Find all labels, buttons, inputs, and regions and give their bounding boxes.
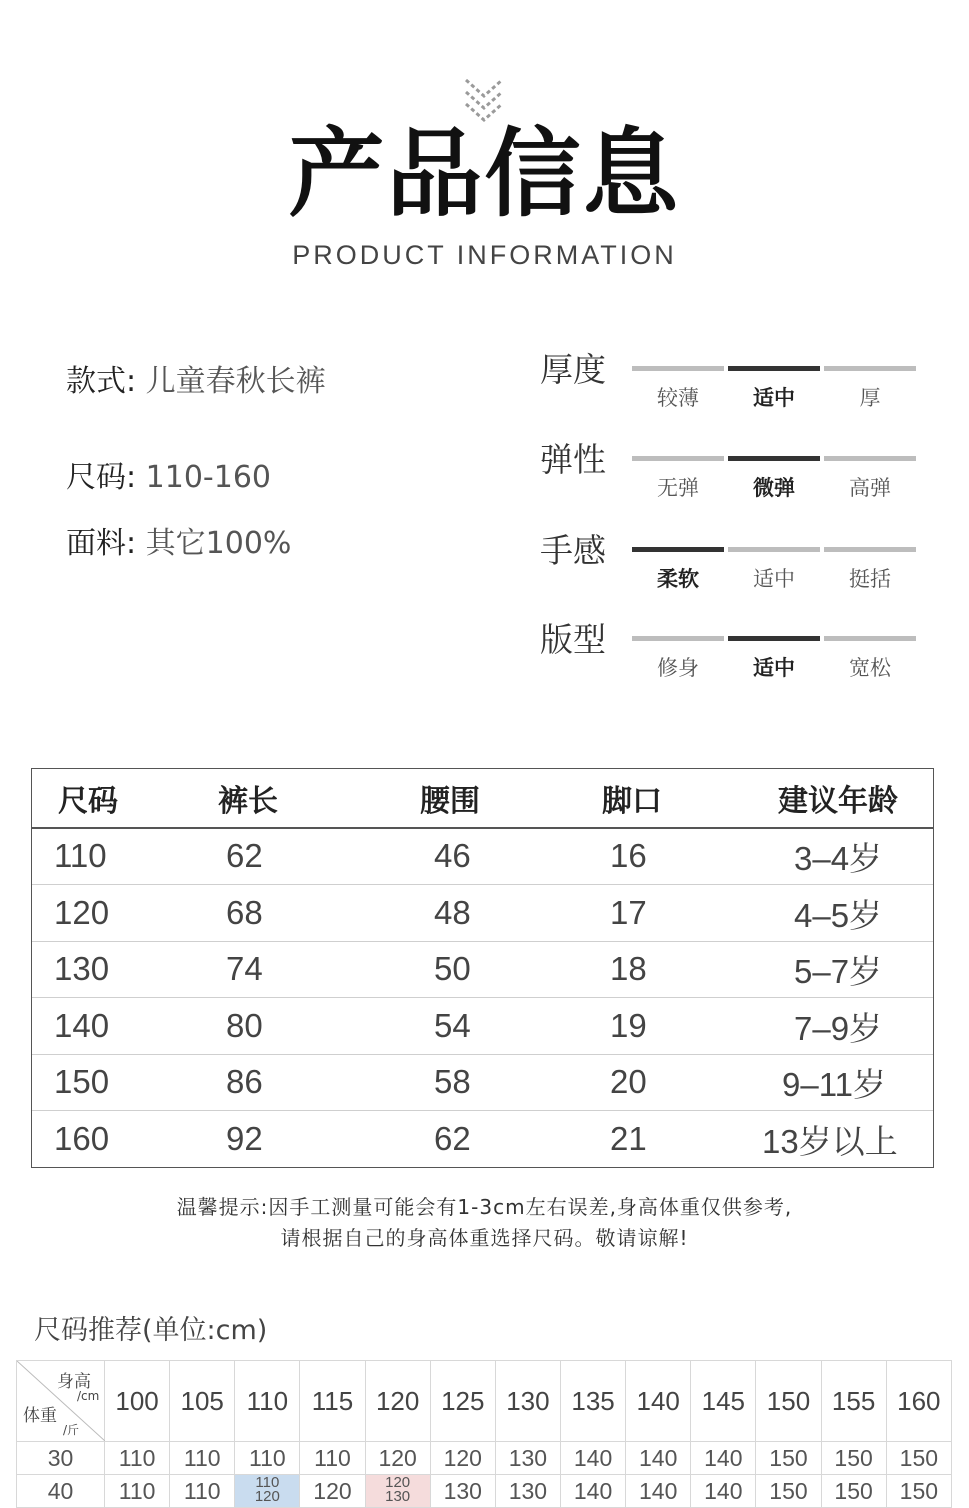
corner-cell bbox=[17, 1361, 105, 1442]
recommend-title: 尺码推荐(单位:cm) bbox=[34, 1315, 268, 1346]
spec-size-label: 尺码: bbox=[66, 460, 137, 495]
height-cell: 115 bbox=[300, 1361, 365, 1442]
size-cell: 110 bbox=[105, 1442, 170, 1475]
size-cell: 130 bbox=[430, 1475, 495, 1508]
size-cell: 140 bbox=[560, 1442, 625, 1475]
height-cell: 120 bbox=[365, 1361, 430, 1442]
table-cell: 86 bbox=[226, 1063, 263, 1100]
size-cell: 140 bbox=[626, 1442, 691, 1475]
spec-fabric bbox=[66, 518, 291, 562]
size-cell: 110 bbox=[235, 1442, 300, 1475]
height-unit: /cm bbox=[77, 1389, 100, 1403]
attr-option: 无弹 bbox=[657, 476, 699, 500]
table-row bbox=[32, 941, 933, 998]
table-cell: 16 bbox=[610, 837, 647, 874]
recommend-row bbox=[17, 1442, 952, 1475]
height-cell: 125 bbox=[430, 1361, 495, 1442]
size-cell: 110 bbox=[170, 1475, 235, 1508]
table-cell: 62 bbox=[434, 1120, 471, 1157]
scale-bar-selected bbox=[728, 456, 820, 461]
attr-option: 宽松 bbox=[849, 656, 891, 680]
spec-fabric-label: 面料: bbox=[66, 526, 137, 561]
table-cell: 7–9岁 bbox=[794, 1009, 883, 1047]
attr-name: 手感 bbox=[540, 531, 606, 570]
height-cell: 150 bbox=[756, 1361, 821, 1442]
page-title: 产品信息 bbox=[288, 118, 681, 230]
spec-size bbox=[66, 452, 271, 496]
spec-fabric-value: 其它100% bbox=[145, 526, 292, 561]
notice-line-1: 温馨提示:因手工测量可能会有1-3cm左右误差,身高体重仅供参考, bbox=[176, 1195, 793, 1219]
height-cell: 110 bbox=[235, 1361, 300, 1442]
size-cell: 120 bbox=[430, 1442, 495, 1475]
scale-bar bbox=[824, 547, 916, 552]
spec-size-value: 110-160 bbox=[145, 460, 272, 495]
header-cell: 尺码 bbox=[58, 784, 118, 819]
size-table bbox=[31, 768, 934, 1168]
weight-label: 体重 bbox=[23, 1406, 57, 1426]
split-sizes: 110 120 bbox=[254, 1473, 280, 1505]
size-cell-split bbox=[365, 1475, 430, 1508]
table-row bbox=[32, 1054, 933, 1111]
size-cell: 140 bbox=[626, 1475, 691, 1508]
recommend-row bbox=[17, 1475, 952, 1508]
attr-option: 挺括 bbox=[849, 567, 891, 591]
height-label: 身高 bbox=[57, 1372, 91, 1392]
scale-bar bbox=[824, 456, 916, 461]
height-cell: 145 bbox=[691, 1361, 756, 1442]
size-cell: 150 bbox=[821, 1475, 886, 1508]
size-cell: 130 bbox=[495, 1442, 560, 1475]
attr-option: 适中 bbox=[753, 567, 795, 591]
table-cell: 19 bbox=[610, 1007, 647, 1044]
table-cell: 50 bbox=[434, 950, 471, 987]
size-cell: 150 bbox=[886, 1442, 951, 1475]
page-subtitle: PRODUCT INFORMATION bbox=[292, 240, 677, 270]
table-row bbox=[32, 1111, 933, 1167]
weight-unit: /斤 bbox=[63, 1423, 80, 1437]
table-cell: 48 bbox=[434, 894, 471, 931]
attr-option: 厚 bbox=[859, 386, 881, 410]
header-cell: 裤长 bbox=[218, 784, 278, 819]
table-cell: 4–5岁 bbox=[794, 896, 883, 934]
table-cell: 18 bbox=[610, 950, 647, 987]
table-cell: 21 bbox=[610, 1120, 647, 1157]
attr-name: 版型 bbox=[540, 620, 606, 659]
size-cell: 150 bbox=[886, 1475, 951, 1508]
recommend-header-row bbox=[17, 1361, 952, 1442]
table-cell: 46 bbox=[434, 837, 471, 874]
attr-thickness bbox=[540, 344, 920, 414]
table-cell: 5–7岁 bbox=[794, 952, 883, 990]
scale-bar bbox=[632, 366, 724, 371]
size-cell: 110 bbox=[170, 1442, 235, 1475]
attr-fit bbox=[540, 614, 920, 684]
size-cell: 150 bbox=[821, 1442, 886, 1475]
attr-option-selected: 微弹 bbox=[753, 476, 795, 500]
height-cell: 140 bbox=[626, 1361, 691, 1442]
spec-style bbox=[66, 356, 326, 400]
height-cell: 160 bbox=[886, 1361, 951, 1442]
size-cell: 150 bbox=[756, 1475, 821, 1508]
table-cell: 58 bbox=[434, 1063, 471, 1100]
table-cell: 13岁以上 bbox=[762, 1122, 898, 1160]
table-row bbox=[32, 828, 933, 885]
header-cell: 腰围 bbox=[420, 784, 480, 819]
scale-bar bbox=[824, 636, 916, 641]
height-cell: 155 bbox=[821, 1361, 886, 1442]
notice-line-2: 请根据自己的身高体重选择尺码。敬请谅解! bbox=[280, 1226, 689, 1250]
size-cell: 140 bbox=[691, 1442, 756, 1475]
size-cell: 110 bbox=[300, 1442, 365, 1475]
scale-bar bbox=[632, 456, 724, 461]
table-cell: 9–11岁 bbox=[782, 1065, 886, 1103]
table-cell: 150 bbox=[54, 1063, 110, 1100]
size-cell: 140 bbox=[560, 1475, 625, 1508]
split-sizes: 120 130 bbox=[385, 1473, 411, 1505]
table-cell: 3–4岁 bbox=[794, 839, 883, 877]
height-cell: 100 bbox=[105, 1361, 170, 1442]
attr-option: 高弹 bbox=[849, 476, 891, 500]
height-cell: 105 bbox=[170, 1361, 235, 1442]
spec-style-value: 儿童春秋长裤 bbox=[145, 364, 326, 399]
header-cell: 脚口 bbox=[602, 784, 662, 819]
weight-cell: 30 bbox=[17, 1442, 105, 1475]
table-cell: 20 bbox=[610, 1063, 647, 1100]
attr-option-selected: 适中 bbox=[753, 386, 795, 410]
table-cell: 17 bbox=[610, 894, 647, 931]
weight-cell: 40 bbox=[17, 1475, 105, 1508]
attr-name: 厚度 bbox=[540, 350, 606, 389]
height-cell: 130 bbox=[495, 1361, 560, 1442]
attr-elasticity bbox=[540, 434, 920, 504]
table-cell: 92 bbox=[226, 1120, 263, 1157]
scale-bar bbox=[824, 366, 916, 371]
attr-option-selected: 柔软 bbox=[657, 567, 699, 591]
attr-option-selected: 适中 bbox=[753, 656, 795, 680]
attr-name: 弹性 bbox=[540, 440, 606, 479]
scale-bar-selected bbox=[632, 547, 724, 552]
scale-bar-selected bbox=[728, 636, 820, 641]
size-cell: 110 bbox=[105, 1475, 170, 1508]
scale-bar bbox=[728, 547, 820, 552]
height-cell: 135 bbox=[560, 1361, 625, 1442]
table-cell: 68 bbox=[226, 894, 263, 931]
table-cell: 120 bbox=[54, 894, 110, 931]
size-cell: 120 bbox=[300, 1475, 365, 1508]
table-cell: 74 bbox=[226, 950, 263, 987]
header-cell: 建议年龄 bbox=[778, 784, 898, 819]
attr-feel bbox=[540, 525, 920, 595]
size-table-header bbox=[32, 769, 933, 829]
size-cell: 120 bbox=[365, 1442, 430, 1475]
table-cell: 140 bbox=[54, 1007, 110, 1044]
table-row bbox=[32, 885, 933, 942]
table-cell: 110 bbox=[54, 837, 107, 874]
table-row bbox=[32, 998, 933, 1055]
table-cell: 54 bbox=[434, 1007, 471, 1044]
size-cell: 140 bbox=[691, 1475, 756, 1508]
table-cell: 80 bbox=[226, 1007, 263, 1044]
size-cell: 130 bbox=[495, 1475, 560, 1508]
spec-style-label: 款式: bbox=[66, 364, 137, 399]
attr-option: 较薄 bbox=[657, 386, 699, 410]
table-cell: 160 bbox=[54, 1120, 110, 1157]
table-cell: 62 bbox=[226, 837, 263, 874]
scale-bar bbox=[632, 636, 724, 641]
size-cell-split bbox=[235, 1475, 300, 1508]
table-cell: 130 bbox=[54, 950, 110, 987]
size-cell: 150 bbox=[756, 1442, 821, 1475]
attr-option: 修身 bbox=[657, 656, 699, 680]
recommend-table bbox=[16, 1360, 952, 1508]
scale-bar-selected bbox=[728, 366, 820, 371]
